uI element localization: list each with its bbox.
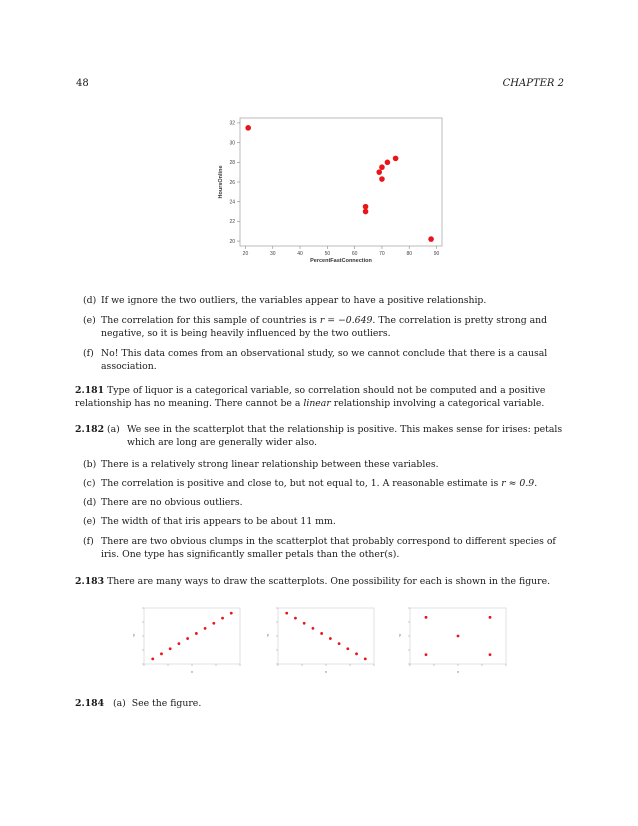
item-text: If we ignore the two outliers, the variables appear to have a positive relationship. [101,295,487,306]
problem-2-183 [75,575,565,588]
plot-area [278,608,374,664]
data-point [294,617,297,620]
plot-area [240,118,442,246]
answer-2-182-d [83,496,563,509]
x-tick-label: 80 [406,251,413,257]
data-point [363,209,369,215]
item-text: There are no obvious outliers. [101,497,243,508]
data-point [489,653,492,656]
problem-text: Type of liquor is a categorical variable, so correlation should not be computed and a positive relationship has no meaning. There cannot be a linear relationship involving a categorical variable. [75,385,546,409]
problem-2-181 [75,384,565,410]
data-point [489,616,492,619]
item-label: (a) [107,424,120,435]
negative-scatterplot [262,604,378,678]
x-axis-ticks [243,246,440,257]
emphasis: linear [303,398,331,409]
answer-2-182-c [83,477,563,490]
problem-text: See the figure. [131,698,202,709]
data-point [212,622,215,625]
y-tick-label: 24 [229,199,235,206]
x-axis-label: PercentFastConnection [310,258,372,264]
y-axis-label: y [133,632,135,637]
problem-number: 2.184 [75,698,105,709]
positive-scatterplot [128,604,244,678]
x-tick-label: 60 [351,251,358,257]
math-expression: r = −0.649 [319,315,373,326]
page-number: 48 [76,78,89,89]
data-point [329,637,332,640]
data-point [186,637,189,640]
y-tick-label: 32 [229,120,235,127]
item-text: There are two obvious clumps in the scatterplot that probably correspond to different species of iris. One type has significantly smaller petals than the other(s). [101,536,556,560]
y-tick-label: 22 [229,219,235,226]
answer-item-f [83,347,563,373]
item-label: (c) [83,478,96,489]
data-point [169,647,172,650]
item-label: (e) [83,516,96,527]
answer-2-182-f [83,535,563,561]
item-label: (e) [83,315,96,326]
y-tick-label: 20 [229,238,235,245]
x-tick-label: 50 [324,251,331,257]
data-point [160,652,163,655]
data-point [363,204,369,210]
answer-item-d [83,294,563,307]
item-text: No! This data comes from an observational study, so we cannot conclude that there is a causal association. [101,348,548,372]
x-tick-label: 70 [379,251,385,257]
x-axis-label: x [457,669,459,674]
y-axis-label: y [267,632,269,637]
y-tick-label: 26 [229,179,235,186]
item-label: (d) [83,497,97,508]
hours-online-scatterplot [214,112,446,268]
item-text: The correlation is positive and close to, but not equal to, 1. A reasonable estimate is r ≈ 0.9. [101,478,538,489]
data-point [320,632,323,635]
data-point [178,642,181,645]
data-point [346,647,349,650]
data-point [457,635,460,638]
item-label: (d) [83,295,97,306]
problem-2-182 [75,423,565,449]
answer-2-182-b [83,458,563,471]
problem-number: 2.182 [75,424,105,435]
plot-area [144,608,240,664]
data-point [195,632,198,635]
y-tick-label: 28 [229,160,235,167]
y-axis-label: HoursOnline [218,165,224,199]
data-point [285,612,288,615]
item-label: (b) [83,459,97,470]
data-point [204,627,207,630]
data-point [230,612,233,615]
data-point [379,176,385,182]
y-axis-ticks [229,121,240,245]
data-point [355,652,358,655]
item-text: There is a relatively strong linear relationship between these variables. [101,459,439,470]
problem-number: 2.183 [75,576,105,587]
data-point [376,169,382,175]
data-point [425,616,428,619]
x-tick-label: 20 [242,251,249,257]
data-point [385,160,391,166]
item-text: We see in the scatterplot that the relationship is positive. This makes sense for irises: petals which are long are generally wider also. [127,424,563,448]
data-point [245,125,251,131]
data-point [151,658,154,661]
data-point [338,642,341,645]
data-point [303,622,306,625]
x-tick-label: 30 [269,251,276,257]
data-point [312,627,315,630]
problem-2-184 [75,697,565,710]
data-point [393,156,399,162]
data-point [428,236,434,242]
x-axis-label: x [325,669,327,674]
x-tick-label: 90 [433,251,440,257]
math-expression: r ≈ 0.9 [501,478,535,489]
x-axis-label: x [191,669,193,674]
data-point [425,653,428,656]
y-tick-label: 30 [229,140,235,147]
item-label: (a) [113,698,126,709]
answer-2-182-e [83,515,563,528]
item-text: The width of that iris appears to be about 11 mm. [101,516,336,527]
item-label: (f) [83,348,94,359]
data-point [364,658,367,661]
data-point [379,164,385,170]
item-text: The correlation for this sample of countries is r = −0.649. The correlation is pretty strong and negative, so it is being heavily influenced by the two outliers. [101,315,548,339]
item-label: (f) [83,536,94,547]
data-point [221,617,224,620]
y-axis-label: y [399,632,401,637]
x-tick-label: 40 [297,251,303,257]
no-relationship-scatterplot [394,604,510,678]
problem-number: 2.181 [75,385,105,396]
chapter-heading: CHAPTER 2 [502,78,564,89]
answer-item-e [83,314,563,340]
problem-text: There are many ways to draw the scatterplots. One possibility for each is shown in the figure. [107,576,551,587]
